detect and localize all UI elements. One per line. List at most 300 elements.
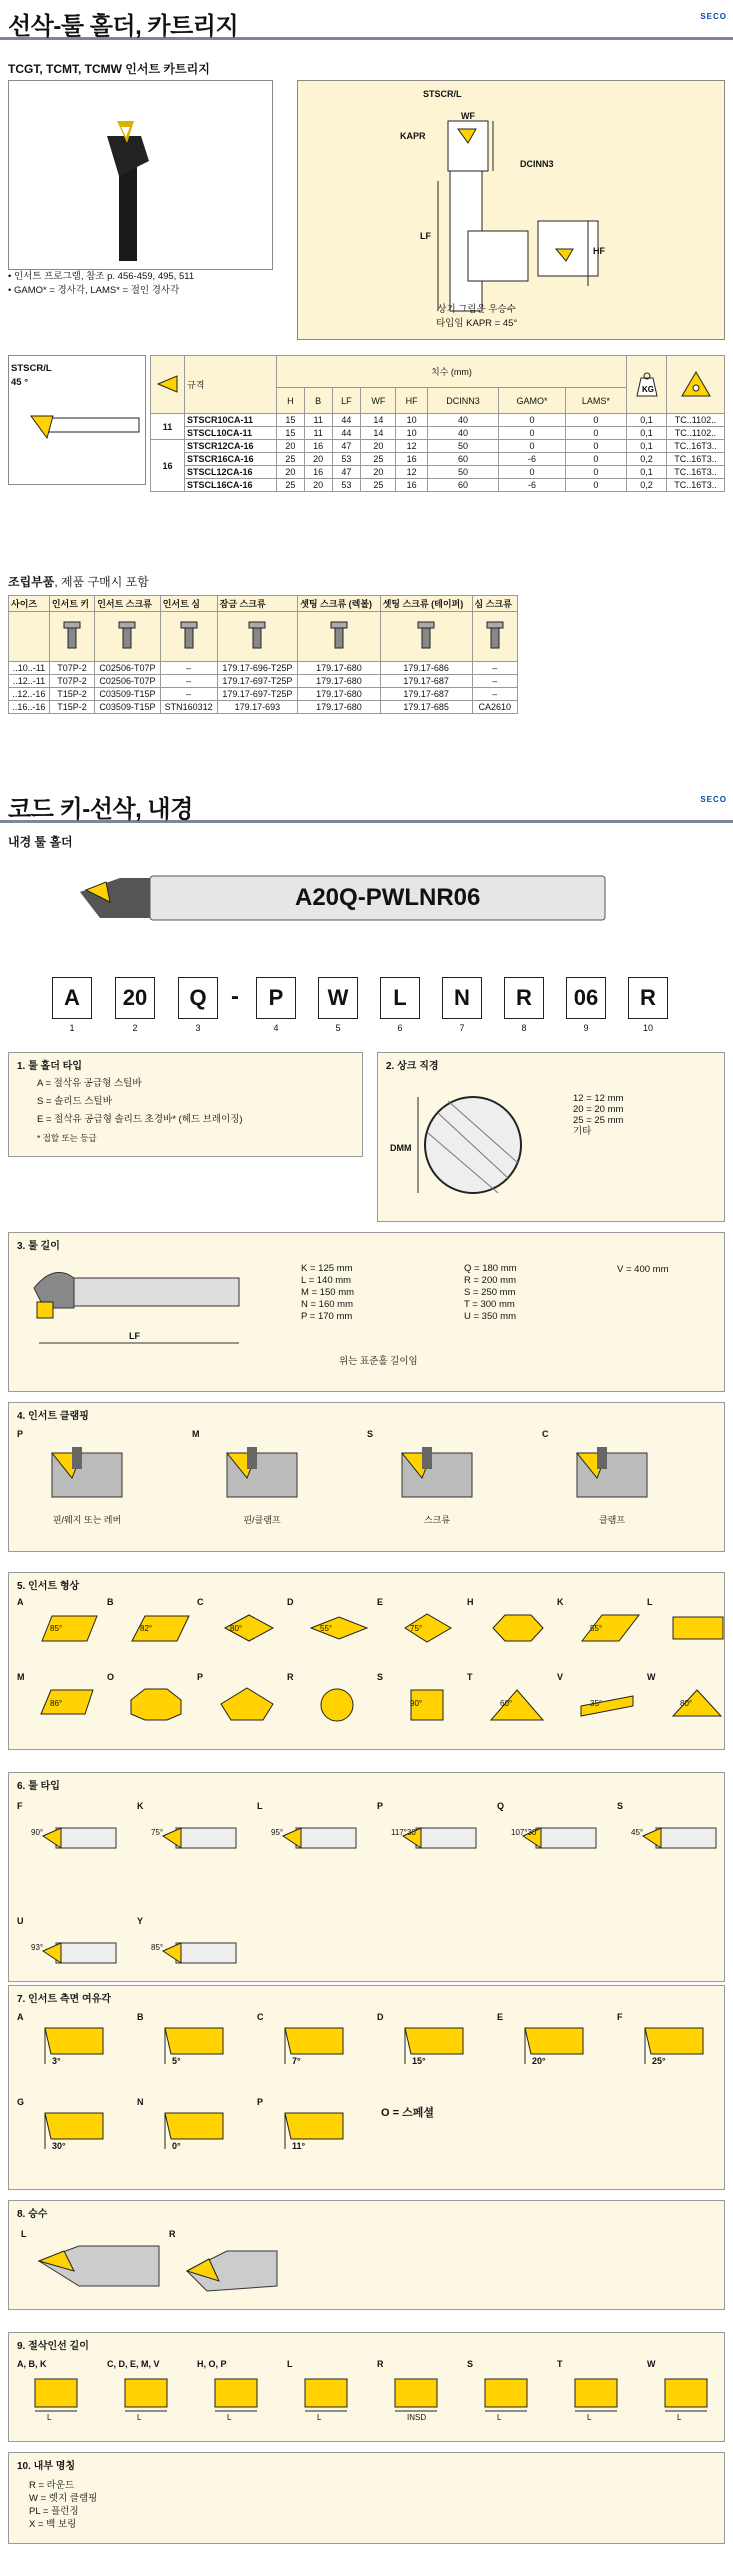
value-cell: 0 xyxy=(565,453,626,466)
length-col-1: K = 125 mm L = 140 mm M = 150 mm N = 160 mm P = 170 mm xyxy=(301,1263,355,1322)
clearance-angle-icon xyxy=(159,2024,229,2069)
length-col-2: Q = 180 mm R = 200 mm S = 250 mm T = 300 mm U = 350 mm xyxy=(464,1263,517,1322)
tool-type-angle: 90° xyxy=(31,1828,44,1837)
hand-left-label: L xyxy=(21,2229,27,2239)
code-dash: - xyxy=(231,983,239,1010)
insert-shape-icon xyxy=(667,1686,731,1726)
value-cell: 0,1 xyxy=(627,466,667,479)
clearance-angle-icon xyxy=(399,2024,469,2069)
hand-right-label: R xyxy=(169,2229,176,2239)
value-cell: 0,1 xyxy=(627,414,667,427)
hf-label: HF xyxy=(593,246,605,256)
parts-cell: CA2610 xyxy=(472,701,517,714)
shape-label: K xyxy=(557,1597,564,1607)
shape-angle: 35° xyxy=(590,1699,603,1708)
section-1 xyxy=(8,1052,363,1157)
parts-cell: – xyxy=(472,662,517,675)
section-4 xyxy=(8,1402,725,1552)
tool-type-label: Q xyxy=(497,1801,505,1811)
tool-type-label: U xyxy=(17,1916,24,1926)
clamp-caption: 핀/웨지 또는 레버 xyxy=(52,1515,122,1525)
parts-cell: C03509-T15P xyxy=(95,701,161,714)
code-letter-box: R xyxy=(504,977,544,1019)
tool-type-angle: 117°30' xyxy=(391,1828,418,1837)
clearance-angle: 7° xyxy=(292,2056,301,2066)
shape-label: T xyxy=(467,1672,473,1682)
shape-angle: 75° xyxy=(410,1624,423,1633)
tool-type-icon xyxy=(151,1818,241,1868)
shape-label: P xyxy=(197,1672,204,1682)
parts-row xyxy=(9,675,518,688)
shape-label: D xyxy=(287,1597,294,1607)
value-cell: 0 xyxy=(565,414,626,427)
product-photo xyxy=(8,80,273,270)
section-6 xyxy=(8,1772,725,1982)
wf-label: WF xyxy=(461,111,475,121)
diagram-model-label: STSCR/L xyxy=(423,89,462,99)
insert-shape-icon xyxy=(487,1686,551,1726)
size-cell: 11 xyxy=(151,414,185,440)
seco-logo: SECO xyxy=(700,12,727,21)
value-cell: 16 xyxy=(304,440,332,453)
lf-label-2: LF xyxy=(129,1331,140,1341)
section-3-title: 3. 툴 길이 xyxy=(17,1241,60,1252)
clearance-angle: 5° xyxy=(172,2056,181,2066)
edge-length-icon xyxy=(115,2375,185,2415)
page1-header xyxy=(0,0,733,40)
value-cell: 14 xyxy=(361,414,396,427)
clamp-type-label: C xyxy=(542,1429,549,1439)
dim-col-head: H xyxy=(277,388,305,414)
table-row xyxy=(151,427,725,440)
edge-length-label: S xyxy=(467,2359,474,2369)
value-cell: 25 xyxy=(361,479,396,492)
tool-type-angle: 75° xyxy=(151,1828,164,1837)
tool-code: A20Q-PWLNR06 xyxy=(295,884,481,911)
value-cell: -6 xyxy=(499,453,566,466)
shape-label: H xyxy=(467,1597,474,1607)
parts-col-head: 심 스크류 xyxy=(472,596,517,612)
value-cell: 20 xyxy=(361,440,396,453)
clearance-angle: 0° xyxy=(172,2141,181,2151)
tool-type-icon xyxy=(631,1818,721,1868)
value-cell: 16 xyxy=(396,453,427,466)
edge-length-icon xyxy=(475,2375,545,2415)
parts-cell: – xyxy=(160,662,217,675)
value-cell: 60 xyxy=(427,453,498,466)
value-cell: 20 xyxy=(304,453,332,466)
insert-shape-icon xyxy=(127,1686,191,1726)
clearance-label: B xyxy=(137,2012,144,2022)
clearance-angle: 3° xyxy=(52,2056,61,2066)
parts-col-head: 인서트 키 xyxy=(49,596,94,612)
parts-cell: T07P-2 xyxy=(49,662,94,675)
value-cell: TC..1102.. xyxy=(667,414,725,427)
value-cell: 0,1 xyxy=(627,427,667,440)
shim-icon xyxy=(174,618,204,654)
section-10-title: 10. 내부 명칭 xyxy=(17,2461,76,2472)
clearance-angle: 11° xyxy=(292,2141,306,2151)
clearance-angle-icon xyxy=(39,2024,109,2069)
dim-col-head: WF xyxy=(361,388,396,414)
shape-label: O xyxy=(107,1672,115,1682)
shape-label: B xyxy=(107,1597,114,1607)
insert-shape-icon xyxy=(307,1611,371,1651)
section-7 xyxy=(8,1985,725,2190)
section-5-title: 5. 인서트 형상 xyxy=(17,1581,80,1592)
clearance-angle: 25° xyxy=(652,2056,666,2066)
value-cell: 0 xyxy=(499,466,566,479)
model-cell: STSCL12CA-16 xyxy=(185,466,277,479)
value-cell: 25 xyxy=(277,479,305,492)
edge-length-label: H, O, P xyxy=(197,2359,227,2369)
shape-angle: 55° xyxy=(590,1624,603,1633)
edge-length-icon xyxy=(565,2375,635,2415)
parts-cell: 179.17-697-T25P xyxy=(217,675,298,688)
edge-l-label: L xyxy=(227,2413,232,2422)
dim-col-head: B xyxy=(304,388,332,414)
parts-col-head: 사이즈 xyxy=(9,596,50,612)
page2-subtitle: 내경 툴 홀더 xyxy=(8,835,73,849)
shape-angle: 80° xyxy=(680,1699,693,1708)
weight-icon xyxy=(633,370,661,398)
tool-type-icon xyxy=(31,1818,121,1868)
clearance-label: N xyxy=(137,2097,144,2107)
set-screw-icon xyxy=(324,618,354,654)
shape-label: M xyxy=(17,1672,25,1682)
insert-shape-icon xyxy=(577,1611,641,1651)
edge-length-icon xyxy=(205,2375,275,2415)
value-cell: 0 xyxy=(565,479,626,492)
edge-length-label: A, B, K xyxy=(17,2359,47,2369)
kapr-label: KAPR xyxy=(400,131,426,141)
tool-type-icon xyxy=(151,1933,241,1983)
model-head: 규격 xyxy=(185,356,277,414)
value-cell: 44 xyxy=(332,414,361,427)
code-number: 9 xyxy=(583,1023,589,1033)
value-cell: TC..16T3.. xyxy=(667,466,725,479)
tool-type-icon xyxy=(511,1818,601,1868)
parts-cell: 179.17-693 xyxy=(217,701,298,714)
clearance-label: G xyxy=(17,2097,25,2107)
size-cell: 16 xyxy=(151,440,185,492)
insert-shape-icon xyxy=(307,1686,371,1726)
code-number: 5 xyxy=(335,1023,341,1033)
parts-cell: C03509-T15P xyxy=(95,688,161,701)
parts-cell: ..10..-11 xyxy=(9,662,50,675)
toolholder-photo-icon xyxy=(9,81,272,269)
value-cell: 40 xyxy=(427,414,498,427)
page1-title: 선삭-툴 홀더, 카트리지 xyxy=(8,13,239,40)
seco-logo-2: SECO xyxy=(700,795,727,804)
clamp-caption: 핀/클램프 xyxy=(243,1515,281,1525)
value-cell: 0,1 xyxy=(627,440,667,453)
section-9 xyxy=(8,2332,725,2442)
parts-col-head: 인서트 스크류 xyxy=(95,596,161,612)
value-cell: 20 xyxy=(361,466,396,479)
code-number: 3 xyxy=(195,1023,201,1033)
shape-label: A xyxy=(17,1597,24,1607)
parts-cell: T15P-2 xyxy=(49,701,94,714)
edge-l-label: L xyxy=(677,2413,682,2422)
left-hand-icon xyxy=(29,2241,169,2301)
value-cell: 0 xyxy=(565,427,626,440)
tool-type-label: Y xyxy=(137,1916,144,1926)
clamp-type-label: S xyxy=(367,1429,374,1439)
edge-length-label: C, D, E, M, V xyxy=(107,2359,160,2369)
clearance-label: A xyxy=(17,2012,24,2022)
edge-length-icon xyxy=(655,2375,725,2415)
screw-icon xyxy=(112,618,142,654)
value-cell: 0 xyxy=(565,440,626,453)
shape-angle: 86° xyxy=(50,1699,63,1708)
lf-label: LF xyxy=(420,231,431,241)
parts-icon-cell xyxy=(472,612,517,662)
section-2 xyxy=(377,1052,725,1222)
svg-text:KG: KG xyxy=(641,384,654,394)
section-9-title: 9. 절삭인선 길이 xyxy=(17,2341,89,2352)
insert-shape-icon xyxy=(397,1686,461,1726)
tool-type-icon xyxy=(271,1818,361,1868)
insert-shape-icon xyxy=(397,1611,461,1651)
value-cell: 0 xyxy=(499,440,566,453)
parts-cell: ..12..-16 xyxy=(9,688,50,701)
model-cell: STSCR12CA-16 xyxy=(185,440,277,453)
edge-length-icon xyxy=(385,2375,455,2415)
code-letter-box: 20 xyxy=(115,977,155,1019)
value-cell: 11 xyxy=(304,414,332,427)
model-cell: STSCL10CA-11 xyxy=(185,427,277,440)
clearance-label: P xyxy=(257,2097,264,2107)
dim-col-head: HF xyxy=(396,388,427,414)
parts-cell: 179.17-686 xyxy=(380,662,472,675)
parts-row xyxy=(9,701,518,714)
edge-length-label: T xyxy=(557,2359,563,2369)
code-letter-box: N xyxy=(442,977,482,1019)
parts-icon-cell xyxy=(9,612,50,662)
parts-cell: T07P-2 xyxy=(49,675,94,688)
shape-angle: 82° xyxy=(140,1624,153,1633)
bullet-1: • 인서트 프로그램, 참조 p. 456-459, 495, 511 xyxy=(8,271,195,282)
s2-lines: 12 = 12 mm 20 = 20 mm 25 = 25 mm 기타 xyxy=(573,1093,624,1137)
right-hand-icon xyxy=(177,2241,317,2301)
value-cell: 47 xyxy=(332,440,361,453)
table-row xyxy=(151,414,725,427)
clamping-icon xyxy=(42,1443,132,1503)
insert-shape-icon xyxy=(487,1611,551,1651)
parts-table xyxy=(8,595,518,714)
parts-icon-cell xyxy=(49,612,94,662)
s1-line-1: A = 절삭유 공급형 스틸바 xyxy=(37,1078,142,1089)
edge-l-label: INSD xyxy=(407,2413,427,2422)
clamping-icon xyxy=(217,1443,307,1503)
value-cell: 20 xyxy=(277,440,305,453)
boring-bar-image xyxy=(80,872,610,924)
clearance-angle: 30° xyxy=(52,2141,66,2151)
parts-row xyxy=(9,688,518,701)
model-cell: STSCR10CA-11 xyxy=(185,414,277,427)
section-3 xyxy=(8,1232,725,1392)
dimension-diagram xyxy=(297,80,725,340)
value-cell: -6 xyxy=(499,479,566,492)
value-cell: 50 xyxy=(427,440,498,453)
shape-angle: 90° xyxy=(410,1699,423,1708)
tool-type-label: P xyxy=(377,1801,384,1811)
tool-type-angle: 93° xyxy=(31,1943,44,1952)
section-1-body xyxy=(17,1073,354,1151)
section-1-title: 1. 툴 홀더 타입 xyxy=(17,1061,82,1072)
shape-label: S xyxy=(377,1672,384,1682)
insert-shape-icon xyxy=(127,1611,191,1651)
shape-label: C xyxy=(197,1597,204,1607)
value-cell: 53 xyxy=(332,479,361,492)
tool-type-angle: 107°30' xyxy=(511,1828,538,1837)
parts-cell: ..16..-16 xyxy=(9,701,50,714)
edge-l-label: L xyxy=(587,2413,592,2422)
tool-type-angle: 95° xyxy=(271,1828,284,1837)
edge-length-label: L xyxy=(287,2359,293,2369)
parts-icon-cell xyxy=(95,612,161,662)
set-screw-taper-icon xyxy=(411,618,441,654)
clearance-angle-icon xyxy=(279,2024,349,2069)
clearance-label: E xyxy=(497,2012,504,2022)
model-cell: STSCR16CA-16 xyxy=(185,453,277,466)
s1-line-4: * 접할 또는 등급 xyxy=(37,1133,97,1143)
shim-screw-icon xyxy=(480,618,510,654)
tool-type-angle: 45° xyxy=(631,1828,644,1837)
shape-label: R xyxy=(287,1672,294,1682)
edge-length-label: R xyxy=(377,2359,384,2369)
section-4-title: 4. 인서트 클램핑 xyxy=(17,1411,89,1422)
shape-label: E xyxy=(377,1597,384,1607)
value-cell: 12 xyxy=(396,466,427,479)
code-letter-box: R xyxy=(628,977,668,1019)
insert-icon-head xyxy=(151,356,185,414)
value-cell: 50 xyxy=(427,466,498,479)
value-cell: TC..16T3.. xyxy=(667,479,725,492)
clamp-type-label: P xyxy=(17,1429,24,1439)
parts-cell: 179.17-680 xyxy=(298,688,381,701)
tool-type-angle: 85° xyxy=(151,1943,164,1952)
dmm-label: DMM xyxy=(390,1143,412,1153)
value-cell: 14 xyxy=(361,427,396,440)
lock-screw-icon xyxy=(242,618,272,654)
insert-shape-icon xyxy=(217,1686,281,1726)
value-cell: 20 xyxy=(277,466,305,479)
parts-cell: 179.17-687 xyxy=(380,688,472,701)
code-number: 8 xyxy=(521,1023,527,1033)
parts-icon-cell xyxy=(380,612,472,662)
clamp-type-label: M xyxy=(192,1429,200,1439)
edge-length-icon xyxy=(295,2375,365,2415)
section-7-title: 7. 인서트 측면 여유각 xyxy=(17,1994,111,2005)
value-cell: 20 xyxy=(304,479,332,492)
clearance-angle: 15° xyxy=(412,2056,426,2066)
parts-row xyxy=(9,662,518,675)
triangle-insert-icon xyxy=(155,374,181,394)
edge-length-icon xyxy=(25,2375,95,2415)
parts-icon-cell xyxy=(160,612,217,662)
value-cell: 0 xyxy=(499,427,566,440)
table-row xyxy=(151,479,725,492)
value-cell: 40 xyxy=(427,427,498,440)
parts-cell: ..12..-11 xyxy=(9,675,50,688)
parts-col-head: 셋팅 스크류 (렉볼) xyxy=(298,596,381,612)
parts-icon-cell xyxy=(217,612,298,662)
clearance-angle: 20° xyxy=(532,2056,546,2066)
clearance-label: C xyxy=(257,2012,264,2022)
s10-lines: R = 라운드 W = 렛지 클램핑 PL = 플런징 X = 백 보링 xyxy=(29,2480,98,2530)
parts-cell: – xyxy=(472,675,517,688)
code-number: 2 xyxy=(132,1023,138,1033)
value-cell: 10 xyxy=(396,414,427,427)
clearance-label: F xyxy=(617,2012,623,2022)
stsc-thumb-label: STSCR/L 45 ° xyxy=(11,363,52,388)
tool-type-label: K xyxy=(137,1801,144,1811)
dim-col-head: GAMO* xyxy=(499,388,566,414)
clearance-angle-icon xyxy=(39,2109,109,2154)
edge-l-label: L xyxy=(497,2413,502,2422)
cartridge-table xyxy=(150,355,725,492)
tool-type-icon xyxy=(31,1933,121,1983)
clearance-label: D xyxy=(377,2012,384,2022)
parts-cell: 179.17-680 xyxy=(298,662,381,675)
bullet-2: • GAMO* = 경사각, LAMS* = 절인 경사각 xyxy=(8,285,180,296)
section-5 xyxy=(8,1572,725,1750)
code-letter-box: L xyxy=(380,977,420,1019)
code-number: 1 xyxy=(69,1023,75,1033)
shape-angle: 80° xyxy=(230,1624,243,1633)
value-cell: 15 xyxy=(277,427,305,440)
value-cell: 0,2 xyxy=(627,479,667,492)
table-row xyxy=(151,466,725,479)
code-number: 7 xyxy=(459,1023,465,1033)
dcinn-label: DCINN3 xyxy=(520,159,554,169)
parts-col-head: 인서트 심 xyxy=(160,596,217,612)
section-8 xyxy=(8,2200,725,2310)
page2-title: 코드 키-선삭, 내경 xyxy=(8,796,193,823)
tool-length-icon xyxy=(29,1258,249,1368)
value-cell: 44 xyxy=(332,427,361,440)
model-cell: STSCL16CA-16 xyxy=(185,479,277,492)
parts-cell: 179.17-680 xyxy=(298,675,381,688)
shape-label: L xyxy=(647,1597,653,1607)
clamping-icon xyxy=(392,1443,482,1503)
insert-shape-icon xyxy=(667,1611,731,1651)
parts-cell: C02506-T07P xyxy=(95,662,161,675)
shape-label: W xyxy=(647,1672,656,1682)
parts-col-head: 잠금 스크류 xyxy=(217,596,298,612)
value-cell: 15 xyxy=(277,414,305,427)
tool-type-label: S xyxy=(617,1801,624,1811)
page1-subtitle: TCGT, TCMT, TCMW 인서트 카트리지 xyxy=(8,62,210,76)
insert-shape-icon xyxy=(37,1611,101,1651)
tool-type-label: F xyxy=(17,1801,23,1811)
code-letter-box: P xyxy=(256,977,296,1019)
shape-angle: 55° xyxy=(320,1624,333,1633)
parts-cell: – xyxy=(160,688,217,701)
value-cell: 10 xyxy=(396,427,427,440)
edge-l-label: L xyxy=(317,2413,322,2422)
value-cell: 16 xyxy=(304,466,332,479)
value-cell: TC..16T3.. xyxy=(667,453,725,466)
parts-col-head: 셋팅 스크류 (테이퍼) xyxy=(380,596,472,612)
parts-cell: T15P-2 xyxy=(49,688,94,701)
insert-head xyxy=(667,356,725,414)
clearance-angle-icon xyxy=(159,2109,229,2154)
value-cell: 60 xyxy=(427,479,498,492)
edge-l-label: L xyxy=(47,2413,52,2422)
